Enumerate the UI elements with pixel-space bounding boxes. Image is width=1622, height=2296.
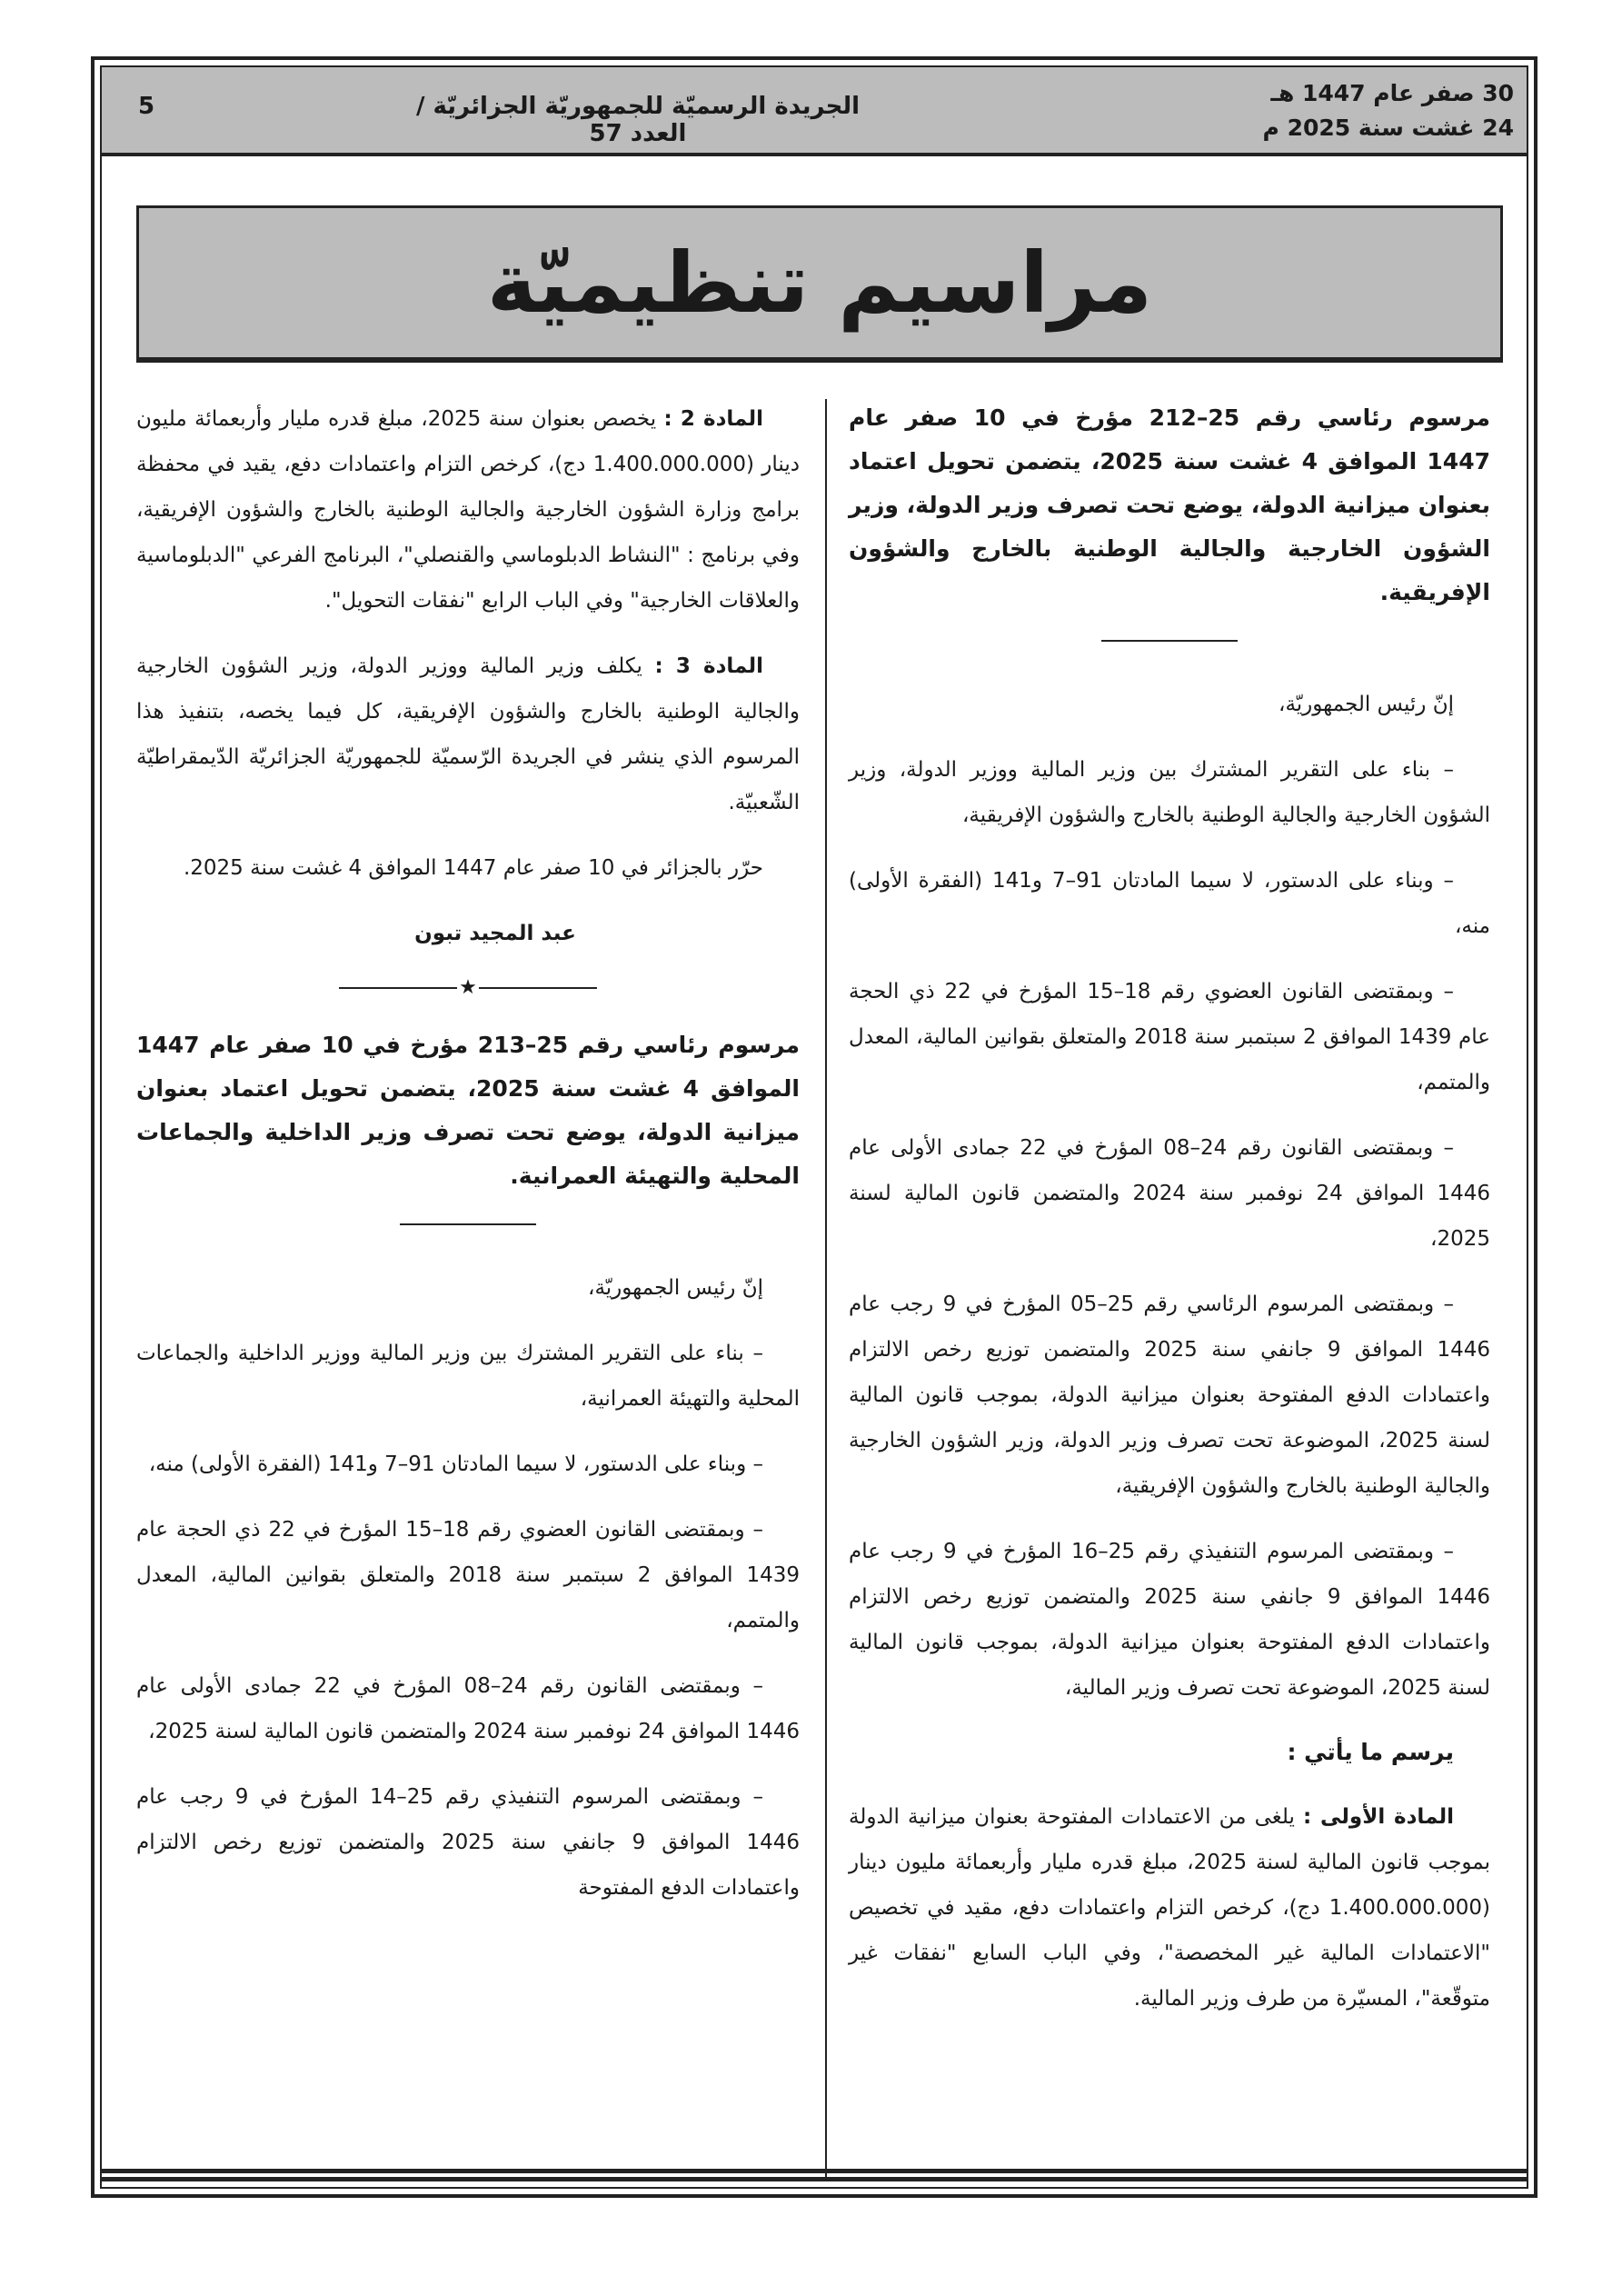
- column-divider: [825, 399, 827, 2181]
- signature: عبد المجيد تبون: [414, 922, 576, 945]
- decrees-line: يرسم ما يأتي :: [1287, 1739, 1454, 1765]
- visa-item: – وبمقتضى القانون العضوي رقم 18–15 المؤرخ في 22 ذي الحجة عام 1439 الموافق 2 سبتمبر سنة 2018 والمتعلق بقوانين المالية، المعدل والمتمم،: [136, 1518, 801, 1632]
- bottom-double-rule: [102, 2169, 1527, 2181]
- article-3: [136, 644, 800, 825]
- article-1-text: يلغى من الاعتمادات المفتوحة بعنوان ميزانية الدولة بموجب قانون المالية لسنة 2025، مبلغ قدره مليار وأربعمائة مليون دينار (1.400.000.000 دج)، كرخص التزام واعتمادات دفع، مقيد في تخصيص "الاعتمادات المالية غير المخصصة"، وفي الباب السابع "نفقات غير متوقّعة"، المسيّرة من طرف وزير المالية.: [849, 1805, 1490, 2011]
- heading-rule: [1101, 640, 1238, 642]
- gregorian-date: 24 غشت سنة 2025 م: [1262, 115, 1514, 141]
- page-number: 5: [138, 93, 155, 120]
- done-at: حرّر بالجزائر في 10 صفر عام 1447 الموافق 4 غشت سنة 2025.: [183, 856, 763, 880]
- visa-item: – وبمقتضى القانون رقم 24–08 المؤرخ في 22 جمادى الأولى عام 1446 الموافق 24 نوفمبر سنة 2024 والمتضمن قانون المالية لسنة 2025،: [849, 1136, 1491, 1251]
- section-title: مراسيم تنظيميّة: [486, 234, 1153, 332]
- article-1-label: المادة الأولى :: [1303, 1805, 1455, 1829]
- hijri-date: 30 صفر عام 1447 هـ: [1270, 80, 1514, 106]
- section-title-box: [136, 205, 1503, 360]
- visa-item: – وبناء على الدستور، لا سيما المادتان 91–7 و141 (الفقرة الأولى) منه،: [849, 869, 1490, 938]
- star-separator: [136, 965, 800, 1011]
- visa-item: – بناء على التقرير المشترك بين وزير المالية ووزير الداخلية والجماعات المحلية والتهيئة العمرانية،: [136, 1342, 800, 1411]
- article-3-text: يكلف وزير المالية ووزير الدولة، وزير الشؤون الخارجية والجالية الوطنية بالخارج والشؤون الإفريقية، كل فيما يخصه، بتنفيذ هذا المرسوم الذي ينشر في الجريدة الرّسميّة للجمهوريّة الجزائريّة الدّيمقراطيّة الشّعبيّة.: [136, 654, 800, 814]
- gazette-title: الجريدة الرسميّة للجمهوريّة الجزائريّة / العدد 57: [415, 93, 861, 147]
- article-2: [136, 396, 800, 624]
- page-frame: [100, 65, 1528, 2189]
- visa-item: – وبمقتضى المرسوم التنفيذي رقم 25–14 المؤرخ في 9 رجب عام 1446 الموافق 9 جانفي سنة 2025 والمتضمن توزيع رخص الالتزام واعتمادات الدفع المفتوحة: [136, 1785, 800, 1900]
- heading-rule: [400, 1223, 536, 1225]
- decree1-heading: مرسوم رئاسي رقم 25–212 مؤرخ في 10 صفر عام 1447 الموافق 4 غشت سنة 2025، يتضمن تحويل اعتماد بعنوان ميزانية الدولة، يوضع تحت تصرف وزير الدولة، وزير الشؤون الخارجية والجالية الوطنية بالخارج والشؤون الإفريقية.: [849, 404, 1490, 605]
- article-2-text: يخصص بعنوان سنة 2025، مبلغ قدره مليار وأربعمائة مليون دينار (1.400.000.000 دج)، كرخص التزام واعتمادات دفع، يقيد في محفظة برامج وزارة الشؤون الخارجية والجالية الوطنية بالخارج والشؤون الإفريقية، وفي برنامج : "النشاط الدبلوماسي والقنصلي"، البرنامج الفرعي "الدبلوماسية والعلاقات الخارجية" وفي الباب الرابع "نفقات التحويل".: [136, 407, 800, 613]
- visa-item: – وبمقتضى المرسوم التنفيذي رقم 25–16 المؤرخ في 9 رجب عام 1446 الموافق 9 جانفي سنة 2025 والمتضمن توزيع رخص الالتزام واعتمادات الدفع المفتوحة بعنوان ميزانية الدولة، بموجب قانون المالية لسنة 2025، الموضوعة تحت تصرف وزير المالية،: [849, 1540, 1490, 1700]
- article-1: [849, 1794, 1490, 2021]
- decree2-preamble: إنّ رئيس الجمهوريّة،: [588, 1276, 763, 1300]
- decree2-heading: مرسوم رئاسي رقم 25–213 مؤرخ في 10 صفر عام 1447 الموافق 4 غشت سنة 2025، يتضمن تحويل اعتماد بعنوان ميزانية الدولة، يوضع تحت تصرف وزير الداخلية والجماعات المحلية والتهيئة العمرانية.: [136, 1032, 800, 1189]
- visa-item: – وبمقتضى القانون العضوي رقم 18–15 المؤرخ في 22 ذي الحجة عام 1439 الموافق 2 سبتمبر سنة 2018 والمتعلق بقوانين المالية، المعدل والمتمم،: [849, 980, 1490, 1094]
- visa-item: – بناء على التقرير المشترك بين وزير المالية ووزير الدولة، وزير الشؤون الخارجية والجالية الوطنية بالخارج والشؤون الإفريقية،: [849, 758, 1490, 827]
- visa-item: – وبمقتضى القانون رقم 24–08 المؤرخ في 22 جمادى الأولى عام 1446 الموافق 24 نوفمبر سنة 2024 والمتضمن قانون المالية لسنة 2025،: [136, 1674, 800, 1743]
- left-column: [136, 396, 800, 1931]
- header-dates: [1263, 76, 1514, 145]
- article-3-label: المادة 3 :: [654, 654, 764, 678]
- visa-item: – وبمقتضى المرسوم الرئاسي رقم 25–05 المؤرخ في 9 رجب عام 1446 الموافق 9 جانفي سنة 2025 والمتضمن توزيع رخص الالتزام واعتمادات الدفع المفتوحة بعنوان ميزانية الدولة، بموجب قانون المالية لسنة 2025، الموضوعة تحت تصرف وزير الدولة، وزير الشؤون الخارجية والجالية الوطنية بالخارج والشؤون الإفريقية،: [849, 1293, 1491, 1498]
- article-2-label: المادة 2 :: [663, 407, 763, 431]
- decree1-preamble: إنّ رئيس الجمهوريّة،: [1279, 693, 1454, 716]
- right-column: [849, 396, 1490, 2041]
- running-header: [102, 67, 1527, 156]
- visa-item: – وبناء على الدستور، لا سيما المادتان 91–7 و141 (الفقرة الأولى) منه،: [148, 1452, 763, 1476]
- star-icon: ★: [459, 976, 477, 999]
- page-border: [91, 56, 1537, 2198]
